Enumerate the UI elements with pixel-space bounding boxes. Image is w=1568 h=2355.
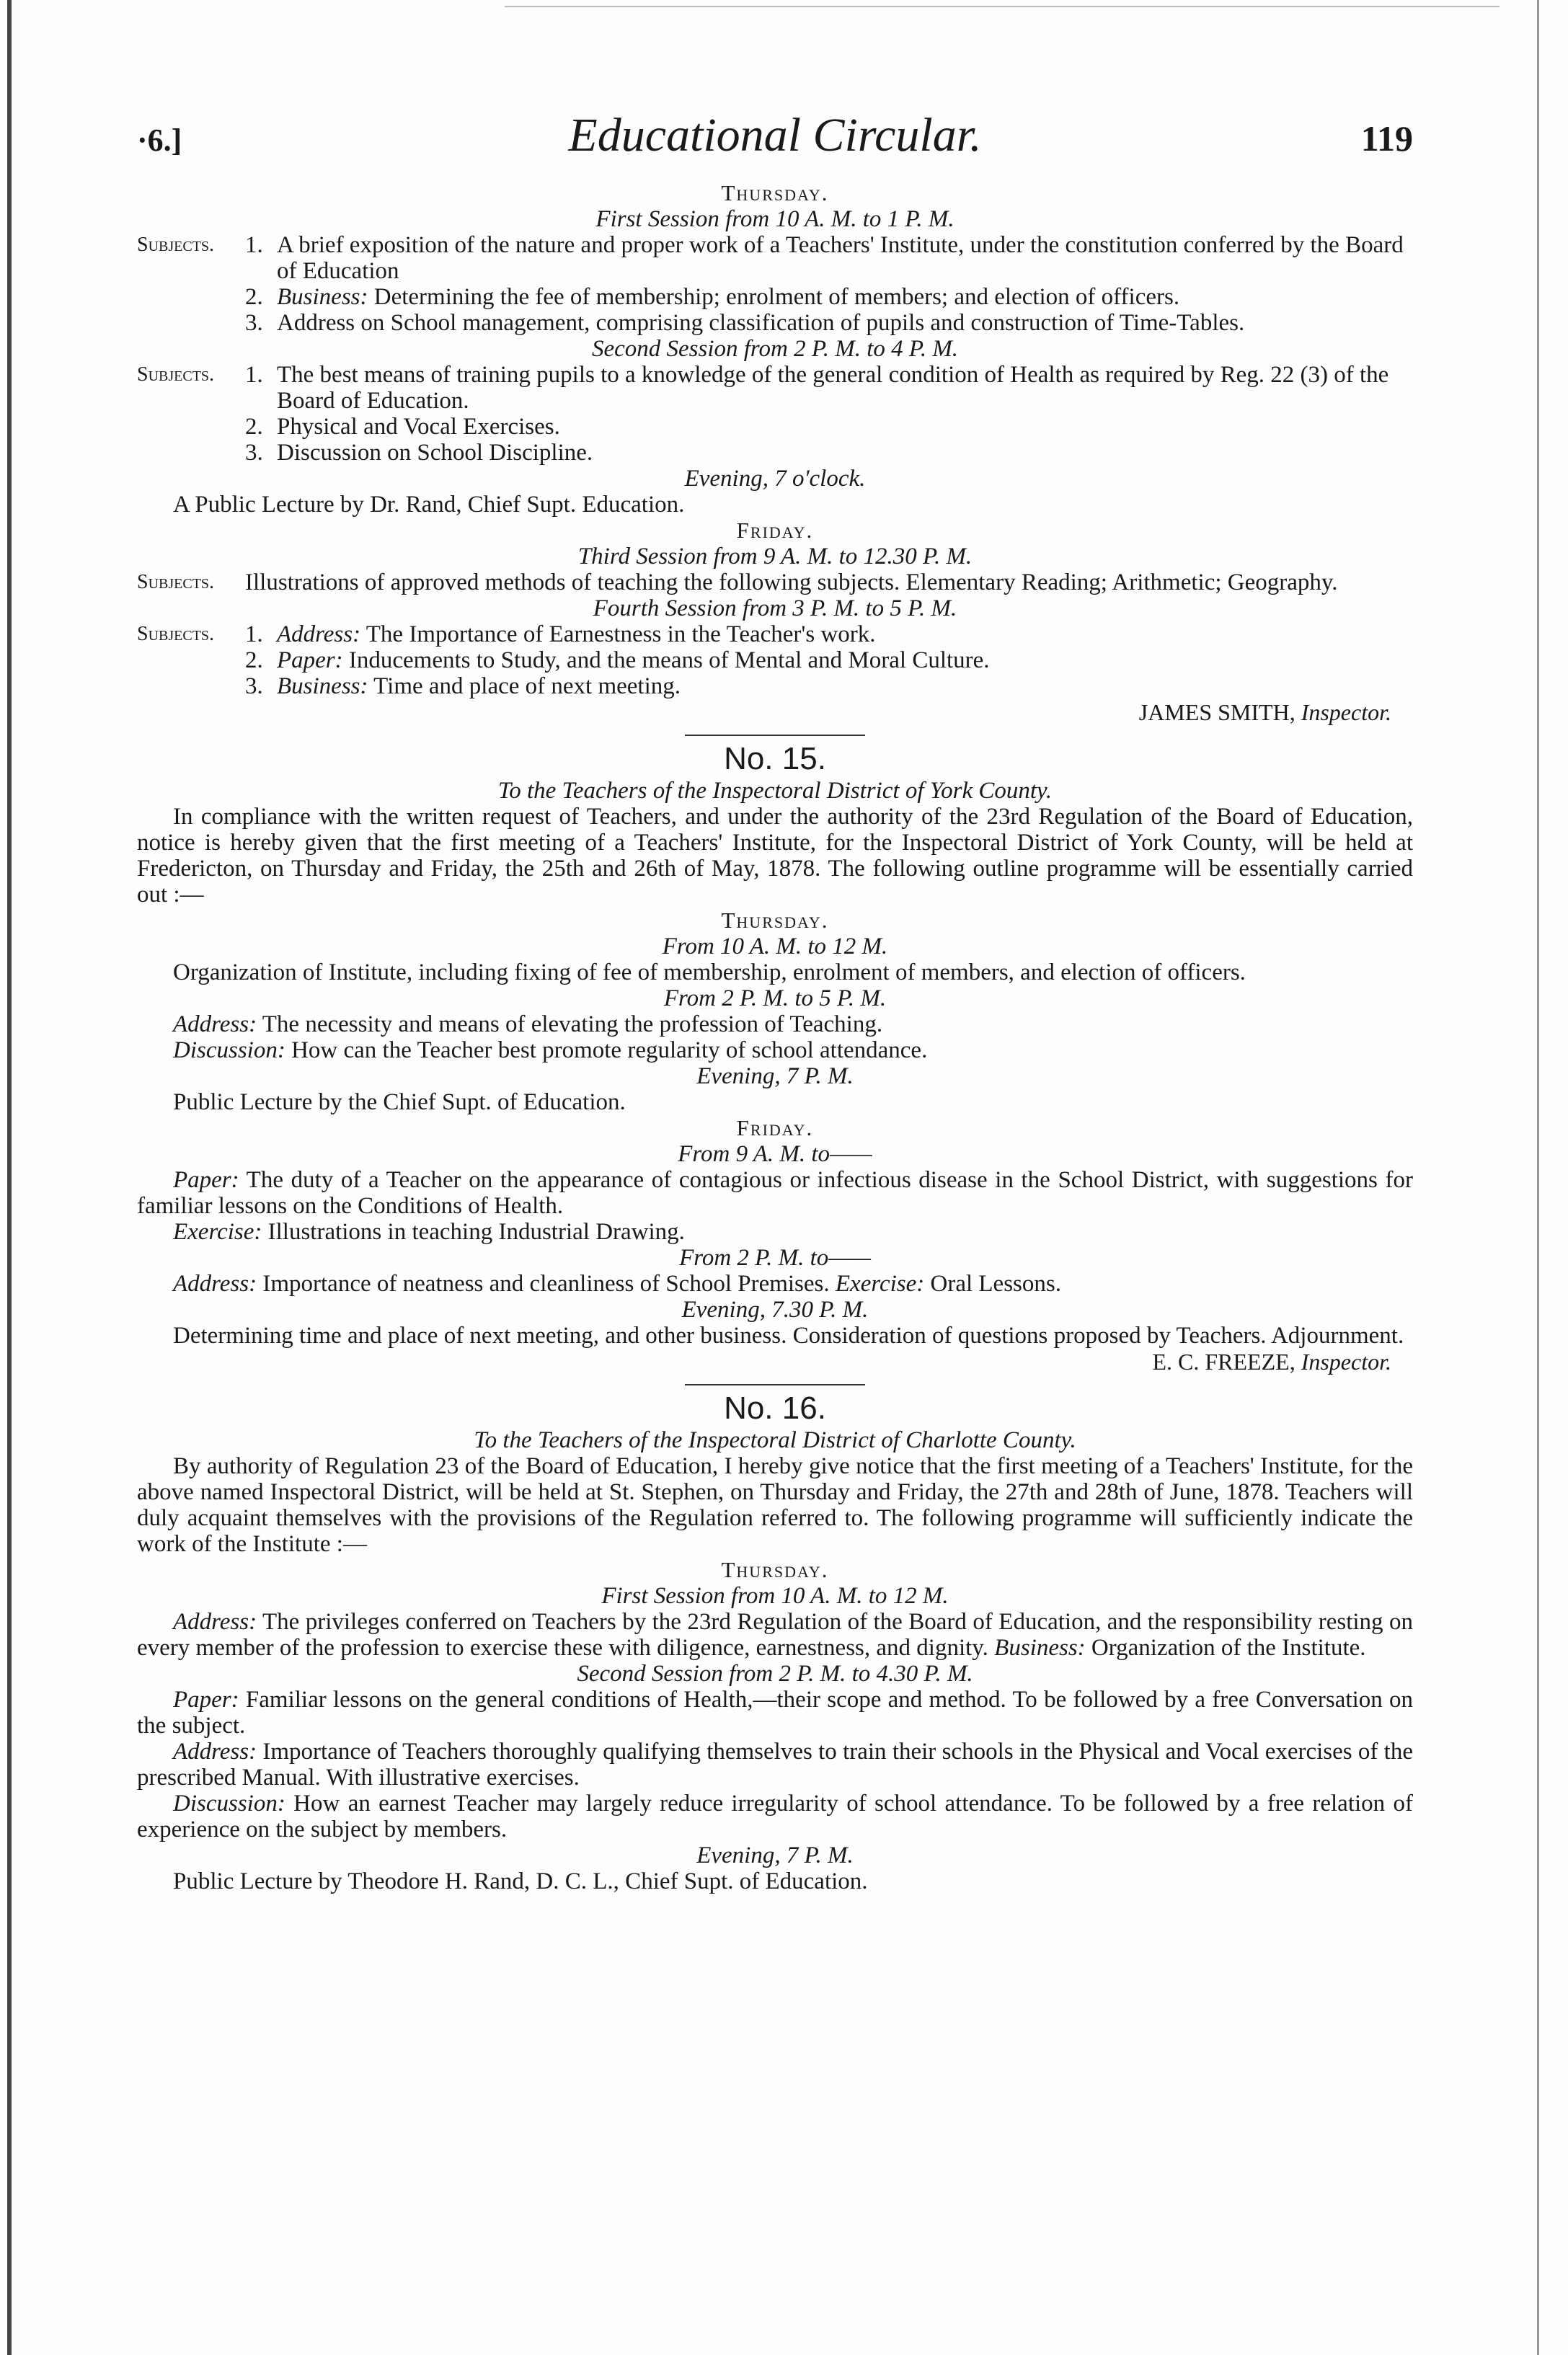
item-text: The best means of training pupils to a knowledge of the general condition of Health as required by Reg. 22 (3) of the Board of Education. [277, 362, 1389, 414]
page-header [137, 108, 1413, 180]
item-text: The Importance of Earnestness in the Teacher's work. [360, 621, 876, 647]
item-number: 1. [245, 232, 263, 258]
subjects-label: Subjects. [137, 234, 215, 256]
item-text: Organization of the Institute. [1085, 1635, 1366, 1661]
item-label: Discussion: [173, 1791, 285, 1817]
session-text [137, 1037, 1413, 1063]
closing-text: Determining time and place of next meeting, and other business. Consideration of questions proposed by Teachers. Adjournment. [173, 1323, 1404, 1349]
session-heading: Evening, 7.30 P. M. [681, 1297, 869, 1323]
item-number: 3. [245, 440, 263, 466]
lecture-line: Public Lecture by the Chief Supt. of Education. [173, 1089, 626, 1115]
item-label: Paper: [173, 1687, 239, 1713]
item-text: The duty of a Teacher on the appearance of contagious or infectious disease in the School District, with suggestions for familiar lessons on the Conditions of Health. [137, 1167, 1413, 1219]
session-text [137, 1791, 1413, 1842]
right-page-edge [1537, 0, 1539, 2355]
item-text: The privileges conferred on Teachers by the 23rd Regulation of the Board of Education, and the responsibility resting on every member of the profession to exercise these with diligence, earnestness, and dignity. [137, 1609, 1413, 1661]
subjects-block [137, 569, 1413, 595]
list-item [245, 673, 1413, 699]
item-text: Illustrations of approved methods of teaching the following subjects. Elementary Reading; Arithmetic; Geography. [245, 569, 1338, 595]
top-edge-rule [505, 6, 1500, 7]
item-label: Address: [173, 1271, 257, 1297]
notice-intro: By authority of Regulation 23 of the Board of Education, I hereby give notice that the first meeting of a Teachers' Institute, for the above named Inspectoral District, will be held at St. Stephen, on Thursday and Friday, the 27th and 28th of June, 1878. Teachers will duly acquaint themselves with the provisions of the Regulation referred to. The following programme will sufficiently indicate the work of the Institute :— [137, 1453, 1413, 1557]
notice-number: No. 15. [724, 741, 826, 776]
session-text [137, 1219, 1413, 1245]
item-label: Discussion: [173, 1037, 285, 1063]
subjects-block [137, 362, 1413, 466]
session-text [137, 1687, 1413, 1739]
day-heading: Friday. [736, 1115, 814, 1140]
item-label: Paper: [173, 1167, 239, 1193]
signature [137, 1349, 1391, 1375]
session-text [137, 1271, 1413, 1297]
item-text: Time and place of next meeting. [368, 673, 681, 699]
item-number: 1. [245, 621, 263, 647]
list-item [245, 440, 1413, 466]
item-text: Determining the fee of membership; enrolment of members; and election of officers. [368, 284, 1180, 310]
session-heading: Third Session from 9 A. M. to 12.30 P. M. [577, 544, 973, 569]
item-number: 2. [245, 414, 263, 440]
item-text: A brief exposition of the nature and proper work of a Teachers' Institute, under the constitution conferred by the Board of Education [277, 232, 1404, 284]
item-text: The necessity and means of elevating the profession of Teaching. [257, 1011, 883, 1037]
session-heading: From 2 P. M. to 5 P. M. [663, 985, 887, 1011]
subjects-block [137, 232, 1413, 336]
session-text [137, 1167, 1413, 1219]
item-text: Physical and Vocal Exercises. [277, 414, 560, 440]
item-text: Address on School management, comprising classification of pupils and construction of Time-Tables. [277, 310, 1245, 336]
item-label: Address: [277, 621, 361, 647]
signature-name: JAMES SMITH, [1138, 699, 1295, 725]
subjects-label: Subjects. [137, 571, 215, 593]
session-text [137, 1609, 1413, 1661]
item-text: Illustrations in teaching Industrial Drawing. [262, 1219, 685, 1245]
section-marker: ·6.] [137, 123, 182, 158]
item-text: Inducements to Study, and the means of Mental and Moral Culture. [342, 647, 990, 673]
document-page [137, 108, 1413, 1894]
item-label: Address: [173, 1011, 257, 1037]
session-heading: Evening, 7 o'clock. [684, 466, 866, 492]
lecture-line: A Public Lecture by Dr. Rand, Chief Supt. Education. [173, 492, 685, 518]
item-text: Oral Lessons. [924, 1271, 1061, 1297]
session-heading: Fourth Session from 3 P. M. to 5 P. M. [593, 595, 957, 621]
session-text [137, 1739, 1413, 1791]
section-divider [685, 735, 865, 736]
day-heading: Thursday. [721, 1557, 829, 1582]
session-text: Organization of Institute, including fixing of fee of membership, enrolment of members, and election of officers. [173, 959, 1246, 985]
item-text: Familiar lessons on the general conditions of Health,—their scope and method. To be followed by a free Conversation on the subject. [137, 1687, 1413, 1739]
signature [137, 699, 1391, 726]
list-item [245, 232, 1413, 284]
notice-addressee: To the Teachers of the Inspectoral District of York County. [497, 778, 1053, 804]
session-heading: First Session from 10 A. M. to 1 P. M. [595, 206, 954, 232]
item-text: Importance of Teachers thoroughly qualifying themselves to train their schools in the Physical and Vocal exercises of the prescribed Manual. With illustrative exercises. [137, 1739, 1413, 1791]
item-number: 3. [245, 310, 263, 336]
session-text [137, 1011, 1413, 1037]
signature-role: Inspector. [1301, 1349, 1391, 1375]
item-number: 2. [245, 647, 263, 673]
notice-intro: In compliance with the written request of Teachers, and under the authority of the 23rd Regulation of the Board of Education, notice is hereby given that the first meeting of a Teachers' Institute, for the Inspectoral District of York County, will be held at Fredericton, on Thursday and Friday, the 25th and 26th of May, 1878. The following outline programme will be essentially carried out :— [137, 804, 1413, 908]
item-label: Business: [994, 1635, 1086, 1661]
item-number: 3. [245, 673, 263, 699]
session-heading: From 10 A. M. to 12 M. [662, 933, 888, 959]
session-heading: Second Session from 2 P. M. to 4 P. M. [591, 336, 959, 362]
session-heading: Second Session from 2 P. M. to 4.30 P. M. [577, 1661, 973, 1687]
signature-name: E. C. FREEZE, [1152, 1349, 1295, 1375]
running-title: Educational Circular. [568, 109, 982, 161]
york-programme [137, 180, 1413, 726]
notice-no-16 [137, 1390, 1413, 1894]
day-heading: Thursday. [721, 908, 829, 933]
notice-addressee: To the Teachers of the Inspectoral District of Charlotte County. [474, 1427, 1076, 1453]
item-text: How can the Teacher best promote regularity of school attendance. [285, 1037, 928, 1063]
signature-role: Inspector. [1301, 699, 1391, 725]
item-number: 2. [245, 284, 263, 310]
item-text: Discussion on School Discipline. [277, 440, 593, 466]
session-heading: Evening, 7 P. M. [696, 1063, 854, 1089]
item-text: How an earnest Teacher may largely reduce irregularity of school attendance. To be followed by a free relation of experience on the subject by members. [137, 1791, 1413, 1842]
day-heading: Friday. [736, 518, 814, 543]
lecture-line: Public Lecture by Theodore H. Rand, D. C. L., Chief Supt. of Education. [173, 1868, 868, 1894]
item-text: Importance of neatness and cleanliness of School Premises. [257, 1271, 830, 1297]
list-item [245, 414, 1413, 440]
item-number: 1. [245, 362, 263, 388]
list-item [245, 310, 1413, 336]
subjects-label: Subjects. [137, 363, 215, 386]
item-label: Paper: [277, 647, 343, 673]
section-divider [685, 1384, 865, 1385]
session-heading: First Session from 10 A. M. to 12 M. [601, 1583, 949, 1609]
session-heading: Evening, 7 P. M. [696, 1842, 854, 1868]
item-label: Exercise: [173, 1219, 262, 1245]
notice-no-15 [137, 740, 1413, 1375]
session-heading: From 2 P. M. to—— [679, 1245, 871, 1271]
list-item [245, 284, 1413, 310]
item-label: Business: [277, 673, 368, 699]
item-label: Address: [173, 1609, 257, 1635]
subjects-label: Subjects. [137, 623, 215, 645]
notice-number: No. 16. [724, 1391, 826, 1426]
page-number: 119 [1360, 118, 1413, 159]
left-binding-edge [7, 0, 12, 2355]
subjects-block [137, 621, 1413, 699]
item-label: Business: [277, 284, 368, 310]
list-item [245, 621, 1413, 647]
item-label: Exercise: [835, 1271, 925, 1297]
list-item [245, 362, 1413, 414]
day-heading: Thursday. [721, 180, 829, 205]
item-label: Address: [173, 1739, 257, 1765]
session-heading: From 9 A. M. to—— [678, 1141, 872, 1167]
list-item [245, 647, 1413, 673]
